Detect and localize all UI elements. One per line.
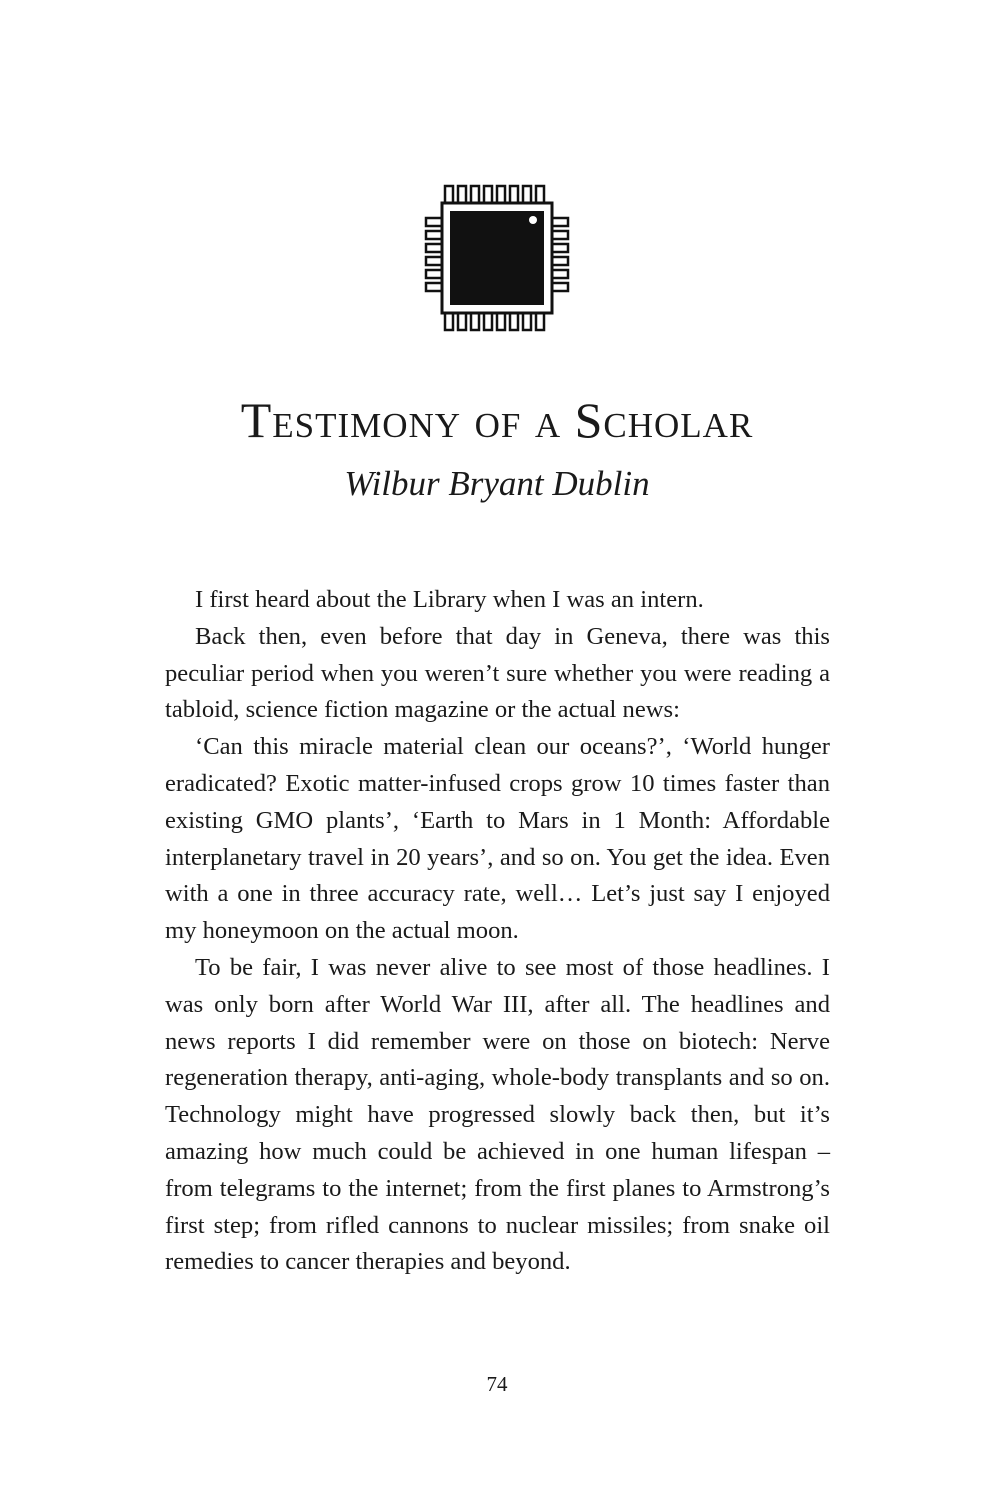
body-text [165, 582, 830, 1281]
chip-orientation-dot [529, 216, 537, 224]
microchip-ornament [423, 184, 571, 332]
paragraph: To be fair, I was never alive to see most of those headlines. I was only born after World War III, after all. The headlines and news reports I did remember were on those on biotech: Nerve regeneration therapy, anti-aging, whole-body transplants and so on. Technology might have progressed slowly back then, but it’s amazing how much could be achieved in one human lifespan – from telegrams to the internet; from the first planes to Armstrong’s first step; from rifled cannons to nuclear missiles; from snake oil remedies to cancer therapies and beyond. [165, 953, 830, 1276]
chapter-author: Wilbur Bryant Dublin [344, 464, 650, 503]
paragraph: I first heard about the Library when I was an intern. [195, 586, 704, 613]
chapter-title: Testimony of a Scholar [240, 392, 754, 448]
microchip-icon [423, 184, 571, 332]
paragraph: ‘Can this miracle material clean our oceans?’, ‘World hunger eradicated? Exotic matter-infused crops grow 10 times faster than existing GMO plants’, ‘Earth to Mars in 1 Month: Affordable interplanetary travel in 20 years’, and so on. You get the idea. Even with a one in three accuracy rate, well… Let’s just say I enjoyed my honeymoon on the actual moon. [165, 733, 830, 945]
paragraph: Back then, even before that day in Geneva, there was this peculiar period when you weren’t sure whether you were reading a tabloid, science fiction magazine or the actual news: [165, 622, 830, 724]
chip-die [450, 211, 544, 305]
page-number: 74 [486, 1372, 508, 1396]
